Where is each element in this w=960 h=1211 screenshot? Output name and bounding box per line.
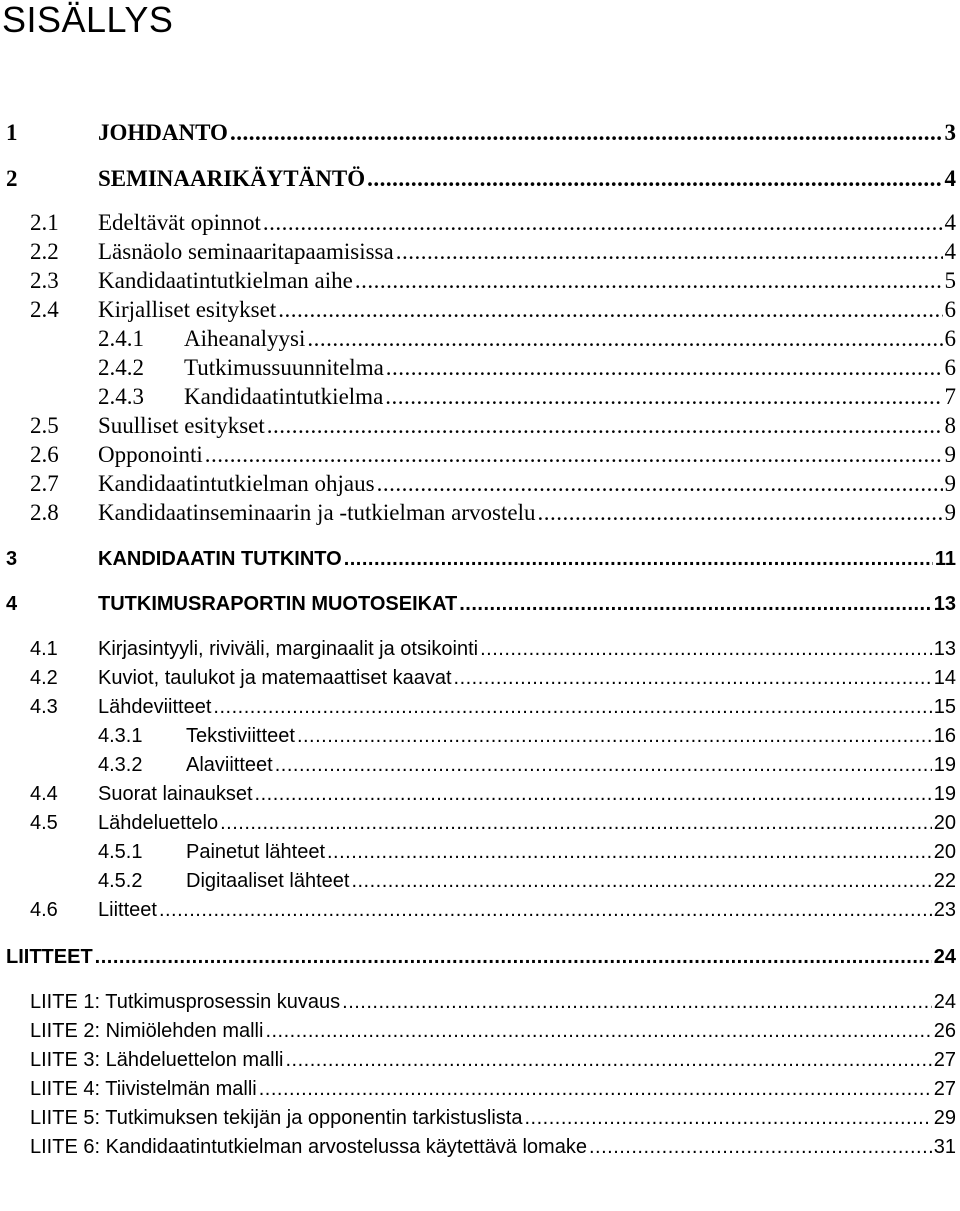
toc-entry-page: 9	[944, 500, 956, 525]
toc-entry[interactable]	[6, 548, 956, 580]
toc-entry[interactable]	[30, 899, 956, 931]
toc-entry-label: Alaviitteet	[186, 754, 273, 776]
toc-entry-number: 4.3	[30, 696, 58, 718]
toc-entry[interactable]	[98, 754, 956, 786]
toc-dot-leader	[278, 297, 942, 323]
toc-entry-number: 2.1	[30, 210, 59, 235]
toc-entry[interactable]	[30, 696, 956, 728]
toc-dot-leader	[259, 1078, 932, 1101]
toc-entry-number: 4.5.2	[98, 870, 143, 892]
toc-dot-leader	[342, 991, 932, 1014]
toc-dot-leader	[265, 1020, 931, 1043]
toc-entry-number: 2.5	[30, 413, 59, 438]
toc-dot-leader	[275, 754, 932, 777]
toc-entry-number: 2.4.3	[98, 384, 144, 409]
toc-entry-label: Kirjalliset esitykset	[98, 297, 277, 322]
toc-dot-leader	[159, 899, 932, 922]
toc-dot-leader	[454, 667, 932, 690]
toc-entry-number: 4.2	[30, 667, 58, 689]
toc-entry[interactable]	[30, 1107, 956, 1139]
toc-entry-number: 2.6	[30, 442, 59, 467]
toc-entry-page: 16	[933, 725, 956, 747]
toc-dot-leader	[327, 841, 932, 864]
toc-entry-number: 4.3.2	[98, 754, 143, 776]
toc-entry-number: 2.4	[30, 297, 59, 322]
toc-entry-number: 4.5.1	[98, 841, 143, 863]
toc-entry-label: LIITE 1: Tutkimusprosessin kuvaus	[30, 991, 341, 1013]
toc-entry-page: 9	[944, 442, 956, 467]
toc-entry[interactable]	[30, 268, 956, 300]
toc-entry-number: 4	[6, 593, 18, 615]
toc-entry[interactable]	[98, 841, 956, 873]
toc-entry-label: JOHDANTO	[98, 120, 228, 145]
toc-entry[interactable]	[98, 384, 956, 416]
toc-entry-label: LIITTEET	[6, 946, 93, 968]
toc-dot-leader	[220, 812, 932, 835]
toc-entry-label: Digitaaliset lähteet	[186, 870, 350, 892]
toc-dot-leader	[230, 120, 943, 146]
toc-dot-leader	[538, 500, 943, 526]
toc-entry-page: 23	[933, 899, 956, 921]
toc-entry-label: Läsnäolo seminaaritapaamisissa	[98, 239, 394, 264]
toc-entry-page: 4	[944, 239, 956, 264]
toc-entry[interactable]	[30, 413, 956, 445]
toc-dot-leader	[589, 1136, 932, 1159]
toc-entry[interactable]	[30, 297, 956, 329]
toc-entry-label: Liitteet	[98, 899, 157, 921]
toc-dot-leader	[286, 1049, 932, 1072]
toc-entry-label: LIITE 6: Kandidaatintutkielman arvostelussa käytettävä lomake	[30, 1136, 587, 1158]
toc-dot-leader	[263, 210, 943, 236]
toc-dot-leader	[355, 268, 943, 294]
toc-entry-label: Kandidaatintutkielma	[184, 384, 384, 409]
toc-entry-page: 11	[934, 548, 956, 570]
toc-entry-label: Tekstiviitteet	[186, 725, 295, 747]
toc-entry-label: LIITE 2: Nimiölehden malli	[30, 1020, 264, 1042]
toc-entry-number: 4.5	[30, 812, 58, 834]
toc-entry-label: Painetut lähteet	[186, 841, 325, 863]
toc-entry-label: Kandidaatintutkielman aihe	[98, 268, 353, 293]
toc-dot-leader	[213, 696, 931, 719]
toc-entry-page: 8	[944, 413, 956, 438]
toc-dot-leader	[385, 384, 942, 410]
toc-entry-label: LIITE 4: Tiivistelmän malli	[30, 1078, 257, 1100]
toc-entry-page: 20	[933, 841, 956, 863]
toc-dot-leader	[386, 355, 943, 381]
toc-entry-label: LIITE 5: Tutkimuksen tekijän ja opponentin tarkistuslista	[30, 1107, 523, 1129]
toc-entry[interactable]	[98, 326, 956, 358]
toc-entry[interactable]	[98, 725, 956, 757]
toc-entry-page: 19	[933, 754, 956, 776]
toc-entry-label: SEMINAARIKÄYTÄNTÖ	[98, 166, 366, 191]
toc-entry[interactable]	[30, 1136, 956, 1168]
toc-entry-label: Suulliset esitykset	[98, 413, 265, 438]
toc-entry-label: Kirjasintyyli, riviväli, marginaalit ja otsikointi	[98, 638, 479, 660]
toc-dot-leader	[459, 593, 932, 616]
toc-entry-number: 4.1	[30, 638, 58, 660]
toc-entry-number: 2.7	[30, 471, 59, 496]
toc-entry[interactable]	[98, 870, 956, 902]
toc-entry[interactable]	[98, 355, 956, 387]
toc-dot-leader	[367, 166, 942, 192]
toc-entry-number: 2	[6, 166, 18, 191]
toc-entry-page: 22	[933, 870, 956, 892]
toc-entry-page: 9	[944, 471, 956, 496]
toc-dot-leader	[297, 725, 932, 748]
toc-entry-page: 26	[933, 1020, 956, 1042]
toc-entry-number: 1	[6, 120, 18, 145]
toc-dot-leader	[377, 471, 943, 497]
toc-entry-page: 6	[944, 355, 956, 380]
toc-entry-page: 19	[933, 783, 956, 805]
toc-entry-number: 4.4	[30, 783, 58, 805]
toc-entry-label: KANDIDAATIN TUTKINTO	[98, 548, 342, 570]
toc-dot-leader	[95, 946, 932, 969]
toc-entry[interactable]	[30, 812, 956, 844]
toc-entry-number: 3	[6, 548, 18, 570]
toc-dot-leader	[205, 442, 943, 468]
toc-entry-page: 24	[933, 991, 956, 1013]
toc-entry[interactable]	[30, 638, 956, 670]
toc-entry-page: 7	[944, 384, 956, 409]
toc-dot-leader	[480, 638, 932, 661]
toc-entry-number: 4.6	[30, 899, 58, 921]
toc-entry-page: 4	[944, 166, 956, 191]
toc-entry-page: 27	[933, 1078, 956, 1100]
toc-entry-page: 27	[933, 1049, 956, 1071]
toc-entry-label: Kandidaatintutkielman ohjaus	[98, 471, 375, 496]
toc-entry[interactable]	[30, 210, 956, 242]
toc-entry-page: 4	[944, 210, 956, 235]
toc-entry[interactable]	[30, 239, 956, 271]
toc-entry-page: 29	[933, 1107, 956, 1129]
toc-entry-page: 13	[933, 593, 956, 615]
toc-entry[interactable]	[6, 593, 956, 625]
toc-entry-number: 2.8	[30, 500, 59, 525]
toc-entry[interactable]	[30, 442, 956, 474]
toc-entry-page: 6	[944, 326, 956, 351]
toc-entry[interactable]	[6, 166, 956, 198]
toc-entry-page: 3	[944, 120, 956, 145]
toc-dot-leader	[396, 239, 943, 265]
toc-entry-label: Kuviot, taulukot ja matemaattiset kaavat	[98, 667, 452, 689]
toc-entry-label: Suorat lainaukset	[98, 783, 253, 805]
toc-dot-leader	[524, 1107, 931, 1130]
toc-dot-leader	[255, 783, 932, 806]
toc-entry-page: 14	[933, 667, 956, 689]
toc-entry-label: Kandidaatinseminaarin ja -tutkielman arvostelu	[98, 500, 536, 525]
toc-entry-page: 31	[933, 1136, 956, 1158]
toc-entry-page: 6	[944, 297, 956, 322]
toc-entry-number: 4.3.1	[98, 725, 143, 747]
toc-entry[interactable]	[30, 783, 956, 815]
toc-entry[interactable]	[6, 120, 956, 152]
toc-entry-page: 5	[944, 268, 956, 293]
toc-entry-number: 2.4.1	[98, 326, 144, 351]
toc-dot-leader	[344, 548, 933, 571]
toc-dot-leader	[351, 870, 931, 893]
toc-entry-label: TUTKIMUSRAPORTIN MUOTOSEIKAT	[98, 593, 458, 615]
toc-entry[interactable]	[30, 1049, 956, 1081]
toc-entry[interactable]	[30, 1078, 956, 1110]
toc-entry[interactable]	[30, 991, 956, 1023]
toc-entry-label: Aiheanalyysi	[184, 326, 306, 351]
toc-entry-page: 24	[933, 946, 956, 968]
toc-entry[interactable]	[30, 500, 956, 532]
toc-entry-number: 2.2	[30, 239, 59, 264]
toc-entry[interactable]	[30, 1020, 956, 1052]
toc-entry-label: LIITE 3: Lähdeluettelon malli	[30, 1049, 284, 1071]
toc-entry[interactable]	[6, 946, 956, 978]
toc-entry[interactable]	[30, 471, 956, 503]
toc-entry-label: Lähdeviitteet	[98, 696, 212, 718]
toc-entry-number: 2.3	[30, 268, 59, 293]
page-title: SISÄLLYS	[2, 0, 174, 40]
toc-entry-page: 20	[933, 812, 956, 834]
toc-entry-label: Tutkimussuunnitelma	[184, 355, 384, 380]
toc-entry-number: 2.4.2	[98, 355, 144, 380]
toc-entry-label: Lähdeluettelo	[98, 812, 219, 834]
toc-entry-page: 13	[933, 638, 956, 660]
toc-entry[interactable]	[30, 667, 956, 699]
toc-entry-page: 15	[933, 696, 956, 718]
toc-dot-leader	[267, 413, 943, 439]
toc-entry-label: Edeltävät opinnot	[98, 210, 261, 235]
toc-dot-leader	[307, 326, 942, 352]
toc-entry-label: Opponointi	[98, 442, 203, 467]
